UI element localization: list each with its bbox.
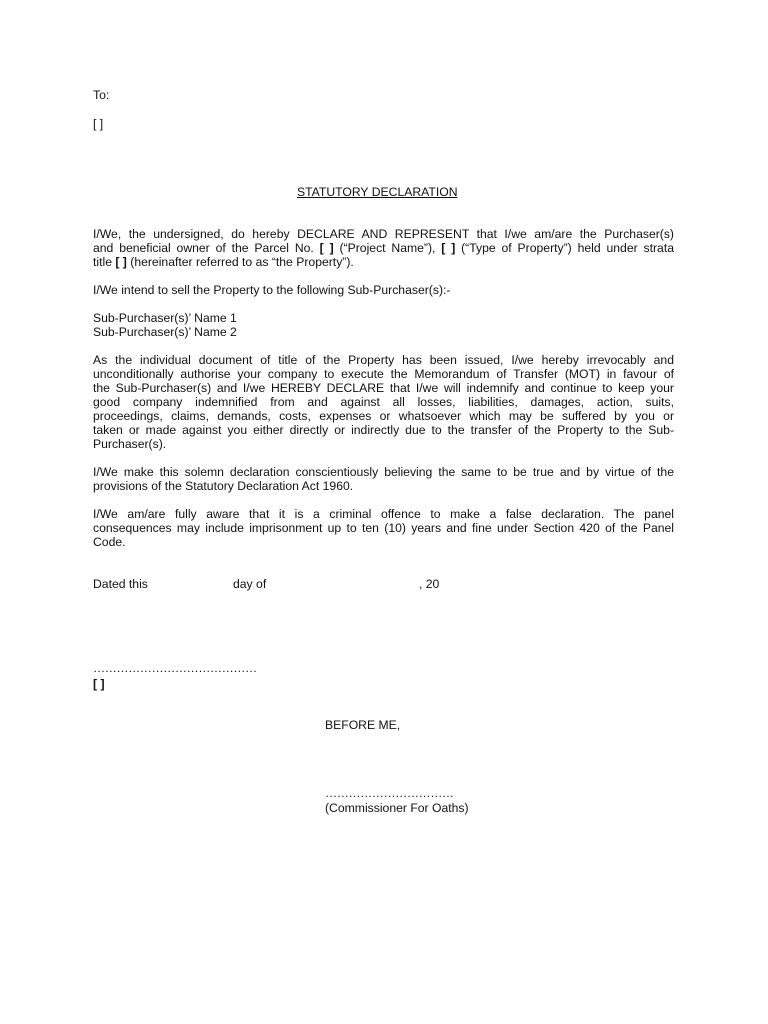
text-fragment: (hereinafter referred to as “the Property”).	[126, 255, 354, 269]
year-prefix: , 20	[419, 577, 440, 591]
solemn-declaration-paragraph	[93, 465, 674, 493]
commissioner-signature-line: ……………………………	[325, 786, 454, 800]
addressee-placeholder: [ ]	[93, 117, 104, 131]
strata-title-placeholder: [ ]	[115, 255, 127, 269]
paragraph-line: consequences may include imprisonment up to ten (10) years and fine under Section 420 of the Panel	[93, 521, 674, 535]
declaration-paragraph	[93, 227, 674, 269]
paragraph-line: proceedings, claims, demands, costs, expenses or whatsoever which may be suffered by you or	[93, 409, 674, 423]
paragraph-line: I/We am/are fully aware that it is a criminal offence to make a false declaration. The panel	[93, 507, 674, 521]
offence-warning-paragraph	[93, 507, 674, 549]
declarant-signature-line: ……………………………………	[93, 661, 257, 675]
paragraph-line	[93, 255, 674, 269]
paragraph-line: I/We, the undersigned, do hereby DECLARE AND REPRESENT that I/we am/are the Purchaser(s)	[93, 227, 674, 241]
intent-paragraph: I/We intend to sell the Property to the following Sub-Purchaser(s):-	[93, 283, 451, 297]
document-title: STATUTORY DECLARATION	[297, 185, 458, 199]
project-name-placeholder: [ ]	[441, 241, 456, 255]
paragraph-line: taken or made against you either directly or indirectly due to the transfer of the Property to the Sub-	[93, 423, 674, 437]
day-of-label: day of	[233, 577, 267, 591]
to-label: To:	[93, 88, 110, 102]
text-fragment: and beneficial owner of the Parcel No.	[93, 241, 320, 255]
paragraph-line: good company indemnified from and against all losses, liabilities, damages, action, suits,	[93, 395, 674, 409]
parcel-no-placeholder: [ ]	[319, 241, 334, 255]
text-fragment: title	[93, 255, 116, 269]
text-fragment: (“Type of Property”) held under strata	[455, 241, 674, 255]
text-fragment: (“Project Name”),	[333, 241, 442, 255]
dated-this-label: Dated this	[93, 577, 148, 591]
paragraph-line: Code.	[93, 535, 126, 549]
declarant-name-placeholder: [ ]	[93, 677, 105, 691]
paragraph-line: Purchaser(s).	[93, 437, 167, 451]
sub-purchaser-name-1: Sub-Purchaser(s)’ Name 1	[93, 311, 237, 325]
paragraph-line: provisions of the Statutory Declaration Act 1960.	[93, 479, 354, 493]
sub-purchaser-name-2: Sub-Purchaser(s)’ Name 2	[93, 325, 237, 339]
paragraph-line	[93, 241, 674, 255]
paragraph-line: As the individual document of title of the Property has been issued, I/we hereby irrevocably and	[93, 353, 674, 367]
paragraph-line: unconditionally authorise your company to execute the Memorandum of Transfer (MOT) in favour of	[93, 367, 674, 381]
before-me-label: BEFORE ME,	[325, 718, 401, 732]
authorisation-paragraph	[93, 353, 674, 451]
commissioner-label: (Commissioner For Oaths)	[325, 801, 469, 815]
paragraph-line: the Sub-Purchaser(s) and I/we HEREBY DECLARE that I/we will indemnify and continue to keep your	[93, 381, 674, 395]
paragraph-line: I/We make this solemn declaration conscientiously believing the same to be true and by virtue of the	[93, 465, 674, 479]
